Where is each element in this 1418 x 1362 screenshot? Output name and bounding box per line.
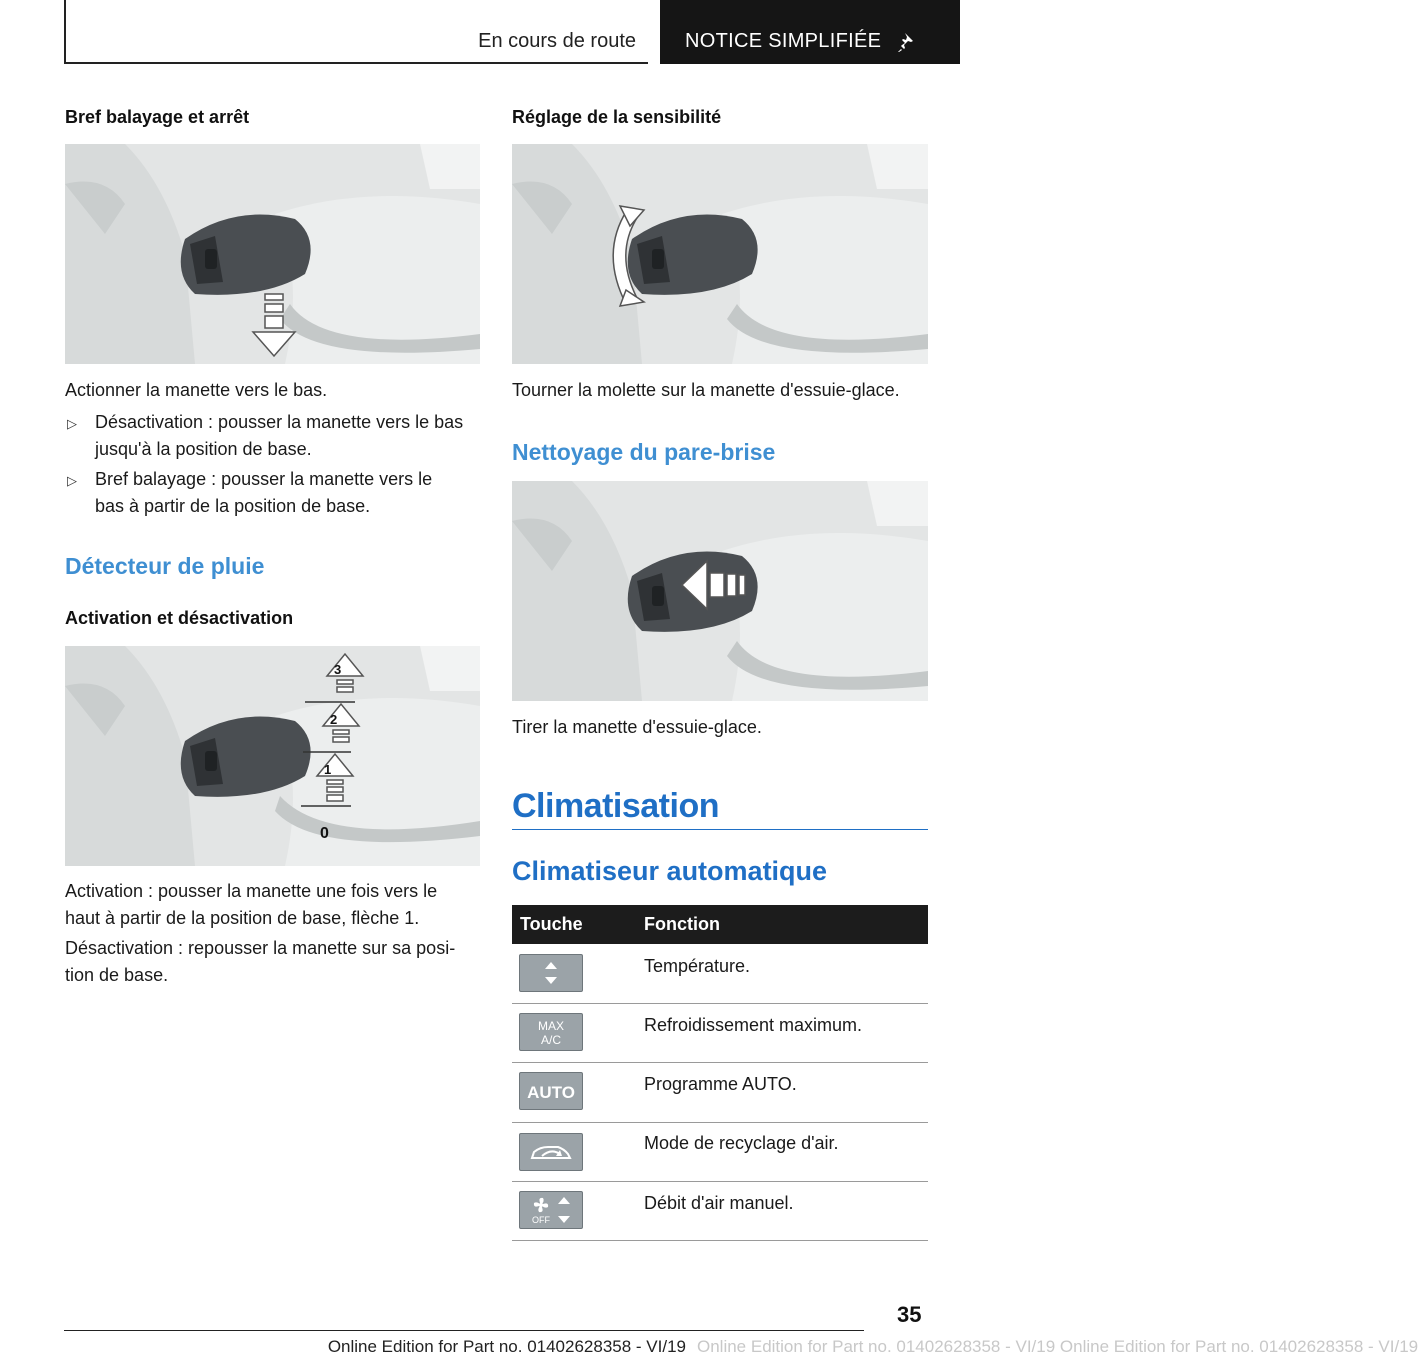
heading-sensitivity: Réglage de la sensibilité (512, 107, 722, 127)
table-row-divider (512, 1003, 928, 1004)
air-recirculation-icon (519, 1133, 583, 1171)
bullet-short-wipe-line1: Bref balayage : pousser la manette vers le (95, 469, 433, 489)
svg-text:A/C: A/C (540, 1033, 562, 1047)
caption-lever-down: Actionner la manette vers le bas. (65, 380, 328, 400)
table-header-key: Touche (520, 914, 583, 934)
bullet-deactivation-line2: jusqu'à la position de base. (95, 439, 312, 459)
fig-label-2: 2 (330, 712, 338, 727)
para-deactivation-line2: tion de base. (65, 965, 169, 985)
caption-thumbwheel: Tourner la molette sur la manette d'essuie-glace. (512, 380, 900, 400)
fig-label-3: 3 (334, 662, 342, 677)
footer-rule (64, 1330, 864, 1331)
footer-watermark: Online Edition for Part no. 01402628358 - VI/19 Online Edition for Part no. 01402628358 - VI/19 (697, 1337, 1418, 1356)
auto-icon (519, 1072, 583, 1110)
triangle-bullet-icon: ▷ (67, 473, 77, 488)
table-row-divider (512, 1062, 928, 1063)
section-rain-sensor: Détecteur de pluie (65, 553, 265, 579)
svg-text:AUTO: AUTO (527, 1083, 575, 1102)
table-row-divider (512, 1181, 928, 1182)
table-row-text: Température. (644, 956, 751, 976)
fig-label-0: 0 (320, 825, 329, 842)
svg-text:OFF: OFF (532, 1215, 550, 1225)
figure-thumbwheel (512, 144, 928, 364)
footer-edition: Online Edition for Part no. 01402628358 - VI/19 (327, 1337, 686, 1356)
svg-text:MAX: MAX (537, 1019, 565, 1033)
chapter-rule (512, 829, 928, 830)
temperature-arrows-icon (519, 954, 583, 992)
figure-lever-pull (512, 481, 928, 701)
section-windshield-cleaning: Nettoyage du pare-brise (512, 439, 776, 465)
table-row-divider (512, 1240, 928, 1241)
para-activation-line2: haut à partir de la position de base, flèche 1. (65, 908, 420, 928)
figure-lever-up-steps (65, 646, 480, 866)
pushpin-icon (896, 30, 920, 54)
table-row-text: Débit d'air manuel. (644, 1193, 794, 1213)
table-row-divider (512, 1122, 928, 1123)
table-header-function: Fonction (644, 914, 720, 934)
header-rule-bottom (64, 62, 648, 64)
heading-short-wipe: Bref balayage et arrêt (65, 107, 250, 127)
table-row-text: Programme AUTO. (644, 1074, 797, 1094)
bullet-deactivation-line1: Désactivation : pousser la manette vers le bas (95, 412, 464, 432)
figure-lever-down (65, 144, 480, 364)
table-row-text: Mode de recyclage d'air. (644, 1133, 839, 1153)
sub-title: Climatiseur automatique (512, 856, 828, 886)
triangle-bullet-icon: ▷ (67, 416, 77, 431)
heading-activation: Activation et désactivation (65, 608, 294, 628)
caption-lever-pull: Tirer la manette d'essuie-glace. (512, 717, 762, 737)
page-number: 35 (897, 1302, 922, 1327)
bullet-short-wipe-line2: bas à partir de la position de base. (95, 496, 371, 516)
header-box-title: NOTICE SIMPLIFIÉE (685, 30, 882, 52)
fan-off-icon (519, 1191, 583, 1229)
max-ac-icon (519, 1013, 583, 1051)
chapter-title: Climatisation (512, 787, 719, 825)
para-activation-line1: Activation : pousser la manette une fois vers le (65, 881, 438, 901)
header-section-title: En cours de route (478, 30, 636, 52)
para-deactivation-line1: Désactivation : repousser la manette sur sa posi- (65, 938, 456, 958)
fig-label-1: 1 (324, 762, 332, 777)
table-row-text: Refroidissement maximum. (644, 1015, 863, 1035)
